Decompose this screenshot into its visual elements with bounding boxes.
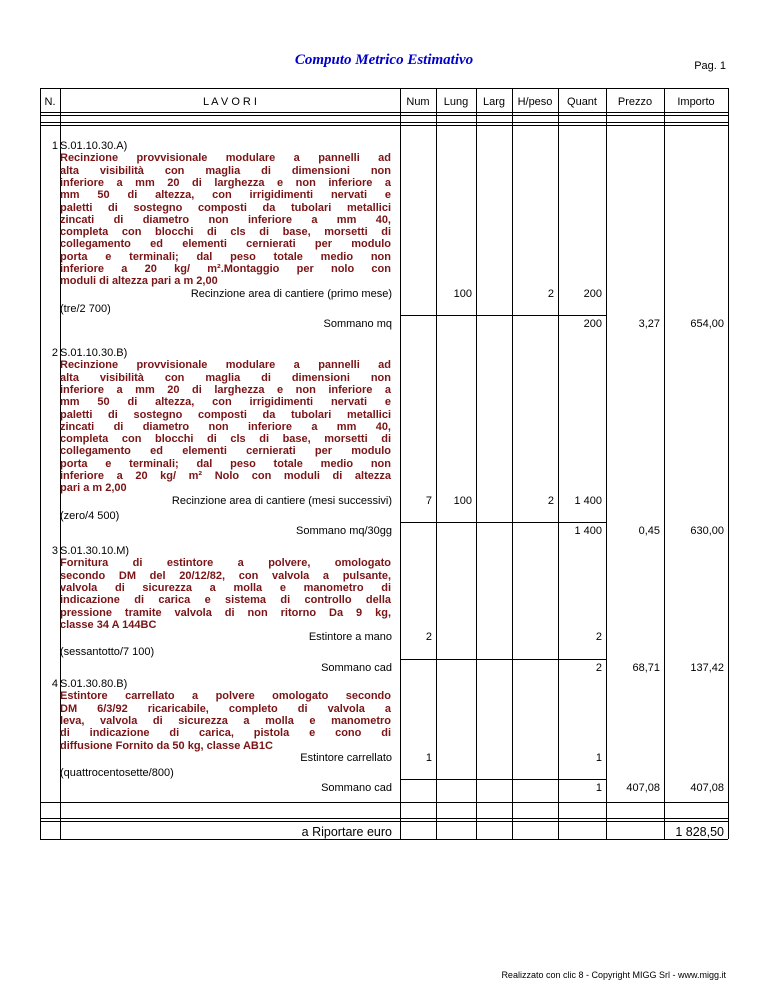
footer-credit: Realizzato con clic 8 - Copyright MIGG Srl - www.migg.it [501,970,726,980]
item-price-words: (tre/2 700) [60,302,111,315]
item-quant: 1 400 [574,494,602,507]
item-description-line: porta e terminali; dal peso totale medio non [60,457,391,470]
item-sommano-label: Sommano mq [323,318,392,331]
item-description-line: zincati di diametro non inferiore a mm 40, [60,213,391,226]
item-importo: 407,08 [690,782,724,795]
item-code: S.01.30.10.M) [60,545,130,557]
item-quant: 2 [595,631,602,644]
item-description-line: di indicazione di carica, pistola e cono di [60,727,391,740]
item-price-words: (zero/4 500) [60,509,120,522]
item-sommano-quant: 1 400 [574,525,602,538]
item-importo: 137,42 [690,661,724,674]
item-number: 1 [51,140,58,152]
total-label: a Riportare euro [301,825,392,839]
item-sommano-label: Sommano mq/30gg [296,525,392,538]
item-description-line: secondo DM del 20/12/82, con valvola a pulsante, [60,569,391,582]
item-code: S.01.10.30.A) [60,140,128,152]
item-prezzo: 3,27 [638,318,660,331]
page-title: Computo Metrico Estimativo [294,52,474,68]
item-description-line: collegamento ed elementi cernierati per modulo [60,238,391,251]
item-description-line: diffusione Fornito da 50 kg, classe AB1C [60,739,273,752]
item-sommano-label: Sommano cad [321,661,392,674]
col-num-header: Num [406,96,430,108]
item-price-words: (sessantotto/7 100) [60,646,155,659]
col-prezzo-header: Prezzo [617,96,653,108]
sommano-separator [400,779,606,780]
item-description-line: DM 6/3/92 ricaricabile, completo di valvola a [60,702,391,715]
item-importo: 630,00 [690,525,724,538]
item-description-line: Fornitura di estintore a polvere, omologato [60,557,391,570]
item-code: S.01.10.30.B) [60,347,128,359]
col-lung-header: Lung [443,96,469,108]
item-description-line: completa con blocchi di cls di base, morsetti di [60,433,391,446]
col-quant-header: Quant [567,96,597,108]
item-description-line: leva, valvola di sicurezza a molla e manometro [60,714,391,727]
item-sommano-quant: 200 [583,318,602,331]
item-num: 1 [425,751,432,764]
item-measure-description: Estintore a mano [308,631,392,644]
item-quant: 1 [595,751,602,764]
item-lung: 100 [453,287,472,300]
item-sommano-quant: 1 [595,782,602,795]
item-description-line: classe 34 A 144BC [60,618,157,631]
item-measure-description: Recinzione area di cantiere (primo mese) [190,287,392,300]
item-sommano-quant: 2 [595,661,602,674]
item-prezzo: 407,08 [626,782,660,795]
item-description-line: pari a m 2,00 [60,482,127,495]
item-importo: 654,00 [690,318,724,331]
item-hpeso: 2 [547,494,554,507]
item-description-line: Recinzione provvisionale modulare a pannelli ad [60,152,391,165]
item-num: 7 [425,494,432,507]
item-description-line: valvola di sicurezza a molla e manometro di [60,581,391,594]
item-lung: 100 [453,494,472,507]
item-quant: 200 [583,287,602,300]
item-measure-description: Estintore carrellato [300,751,392,764]
page-number: Pag. 1 [694,60,726,72]
item-prezzo: 68,71 [632,661,660,674]
item-description-line: zincati di diametro non inferiore a mm 40, [60,420,391,433]
item-description-line: alta visibilità con maglia di dimensioni non [60,164,391,177]
item-description-line: completa con blocchi di cls di base, morsetti di [60,226,391,239]
item-description-line: alta visibilità con maglia di dimensioni non [60,371,391,384]
item-description-line: inferiore a 20 kg/ m².Montaggio per nolo con [60,263,391,275]
item-description-line: collegamento ed elementi cernierati per modulo [60,445,391,458]
col-lavori-header: L A V O R I [202,96,257,108]
item-measure-description: Recinzione area di cantiere (mesi successivi) [171,494,392,507]
item-description-line: moduli di altezza pari a m 2,00 [60,275,218,288]
sommano-separator [400,659,606,660]
item-description-line: inferiore a 20 kg/ m² Nolo con moduli di altezza [60,470,391,482]
item-description-line: Estintore carrellato a polvere omologato secondo [60,690,391,703]
col-n-header: N. [44,96,56,108]
col-hpeso-header: H/peso [517,96,553,108]
total-value: 1 828,50 [675,825,724,839]
sommano-separator [400,522,606,523]
item-description-line: inferiore a mm 20 di larghezza e non inferiore a [60,176,391,189]
item-description-line: Recinzione provvisionale modulare a pannelli ad [60,359,391,372]
item-price-words: (quattrocentosette/800) [60,767,174,780]
item-prezzo: 0,45 [638,525,660,538]
item-description-line: paletti di sostegno composti da tubolari metallici [60,408,391,421]
col-importo-header: Importo [677,96,715,108]
item-description-line: porta e terminali; dal peso totale medio non [60,250,391,263]
item-description-line: pressione tramite valvola di non ritorno Da 9 kg, [60,606,391,619]
item-description-line: mm 50 di altezza, con irrigidimenti nervati e [60,189,391,202]
item-description-line: indicazione di carica e sistema di controllo della [60,594,391,607]
item-sommano-label: Sommano cad [321,782,392,795]
item-number: 2 [51,347,58,359]
item-description-line: paletti di sostegno composti da tubolari metallici [60,201,391,214]
sommano-separator [400,315,606,316]
item-num: 2 [425,631,432,644]
item-description-line: inferiore a mm 20 di larghezza e non inferiore a [60,383,391,396]
item-number: 4 [51,678,58,690]
item-hpeso: 2 [547,287,554,300]
item-code: S.01.30.80.B) [60,678,128,690]
col-larg-header: Larg [482,96,506,108]
item-number: 3 [51,545,58,557]
item-description-line: mm 50 di altezza, con irrigidimenti nervati e [60,396,391,409]
